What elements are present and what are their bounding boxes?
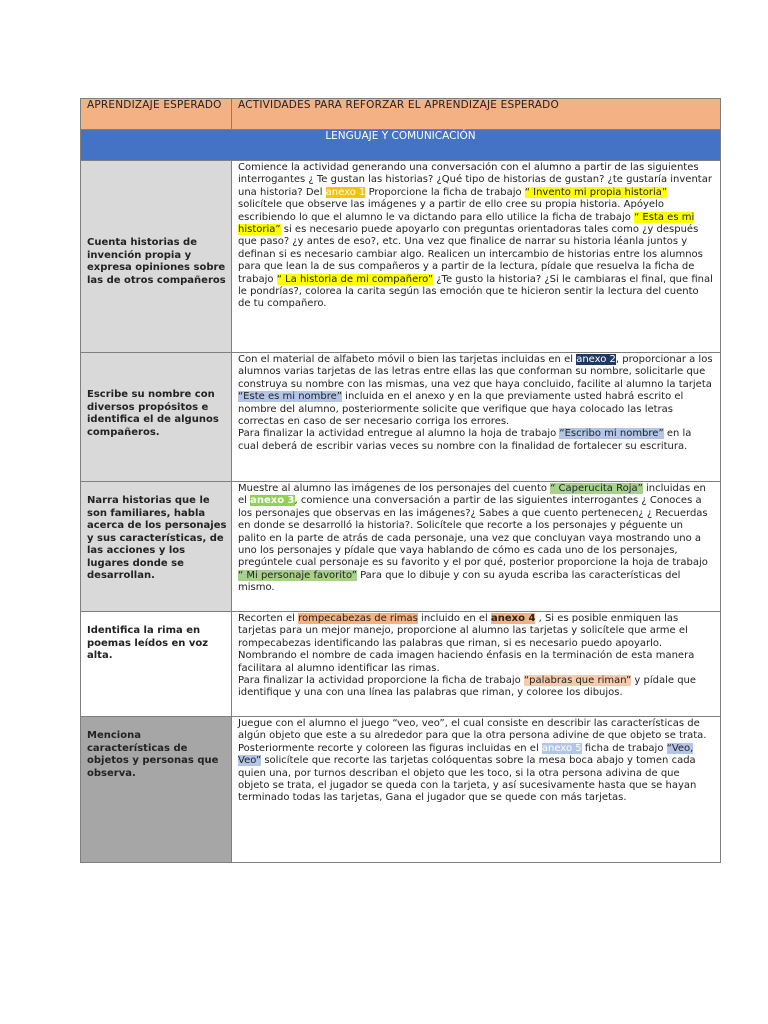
learning-label: Cuenta historias de invención propia y expresa opiniones sobre las de otros compañeros <box>87 237 226 286</box>
worksheet-highlight: “ La historia de mi compañero” <box>276 273 434 285</box>
worksheet-highlight: “Veo, Veo” <box>238 742 694 767</box>
header-activities-cell <box>232 99 721 130</box>
learning-cell <box>81 482 232 612</box>
annex-highlight: anexo 1 <box>325 186 366 198</box>
activity-text <box>232 612 720 700</box>
activity-text-part: y pídale que identifique y una con una línea las palabras que riman, y coloree los dibujos. <box>238 675 697 699</box>
story-highlight: “ Caperucita Roja” <box>550 483 643 494</box>
worksheet-highlight: “Este es mi nombre” <box>238 391 342 403</box>
activity-text-part: ¿Te gusto la historia? ¿Si le cambiaras el final, que final le pondrías?, colorea la carita según las emoción que te hicieron sentir la lectura del cuento de tu compañero. <box>238 273 713 310</box>
activity-text-part: incluido en el <box>417 613 491 624</box>
activity-text-part: Con el material de alfabeto móvil o bien las tarjetas incluidas en el <box>238 354 577 365</box>
table-row <box>81 353 721 482</box>
annex-highlight: anexo 3 <box>250 495 295 507</box>
worksheet-highlight: “palabras que riman” <box>523 675 632 687</box>
activity-text-part: Para que lo dibuje y con su ayuda escriba las características del mismo. <box>238 569 681 594</box>
activity-cell <box>232 353 721 482</box>
activity-text-part: Proporcione la ficha de trabajo <box>365 186 525 198</box>
learning-cell <box>81 717 232 863</box>
activity-cell <box>232 612 721 717</box>
activity-cell <box>232 717 721 863</box>
activity-text-part: Recorten el <box>238 613 299 624</box>
worksheet-highlight: “ Invento mi propia historia” <box>524 186 668 198</box>
header-learning-label: APRENDIZAJE ESPERADO <box>87 99 222 111</box>
section-row <box>81 130 721 161</box>
activity-text-part: ficha de trabajo <box>581 742 667 754</box>
learning-label: Narra historias que le son familiares, habla acerca de los personajes y sus características, de las acciones y los lugares donde se desarrollan. <box>87 495 227 581</box>
activity-text-part: solicítele que recorte las tarjetas colóquentas sobre la mesa boca abajo y tomen cada quien una, por turnos describan el objeto que les toco, si la otra persona adivina de que objeto se trata, el jugador se queda con la tarjeta, y así sucesivamente hasta que se hayan terminado todas las tarjetas, Gana el jugador que se quede con más tarjetas. <box>238 755 697 804</box>
activity-text-part: , proporcionar a los alumnos varias tarjetas de las letras entre ellas las que conforman su nombre, solicitarle que construya su nombre con las mismas, una vez que haya concluido, facilite al alumno la tarjeta <box>238 354 713 390</box>
learning-cell <box>81 353 232 482</box>
activity-text-part: solicítele que observe las imágenes y a partir de ello cree su propia historia. Apóyelo escribiendo lo que el alumno le va dictando para ello utilice la ficha de trabajo <box>238 199 664 223</box>
puzzle-highlight: rompecabezas de rimas <box>298 613 418 624</box>
activity-cell <box>232 482 721 612</box>
table-row <box>81 612 721 717</box>
learning-cell <box>81 161 232 353</box>
activity-text-part: , Si es posible enmiquen las tarjetas para un mejor manejo, proporcione al alumno las tarjetas y solicítele que arme el rompecabezas identificando las palabras que riman, si es necesario puedo apoyarlo. Nombrando el nombre de cada imagen haciendo énfasis en la terminación de esta manera facilitara al alumno identificar las rimas. <box>238 613 695 674</box>
activity-cell <box>232 161 721 353</box>
activity-text-part: Comience la actividad generando una conversación con el alumno a partir de las siguientes interrogantes ¿ Te gustan las historias? ¿Qué tipo de historias de gustan? ¿te gustaría inventar una historia? Del <box>238 162 712 198</box>
header-learning-cell <box>81 99 232 130</box>
activity-text <box>232 717 720 805</box>
activity-text-part: Posteriormente recorte y coloreen las figuras incluidas en el <box>238 742 542 754</box>
activity-text-part: incluida en el anexo y en la que previamente usted habrá escrito el nombre del alumno, posteriormente solicite que verifique que haya colocado las letras correctas en caso de ser necesario corriga los errores. <box>238 391 684 428</box>
learning-cell <box>81 612 232 717</box>
header-activities-label: ACTIVIDADES PARA REFORZAR EL APRENDIZAJE ESPERADO <box>238 99 559 111</box>
table-row <box>81 717 721 863</box>
activities-table <box>80 98 721 863</box>
annex-highlight: anexo 4 <box>491 613 536 624</box>
activity-text-part: Muestre al alumno las imágenes de los personajes del cuento <box>238 483 551 494</box>
learning-label: Escribe su nombre con diversos propósitos e identifica el de algunos compañeros. <box>87 389 219 438</box>
activity-text <box>232 482 720 595</box>
learning-label: Identifica la rima en poemas leídos en voz alta. <box>87 625 209 661</box>
activity-text-part: , comience una conversación a partir de las siguientes interrogantes ¿ Conoces a los personajes que observas en las imágenes?¿ Sabes a que cuento pertenecen¿ ¿ Recuerdas en donde se desarrolló la historia?. Solicítele que recorte a los personajes y péguente un palito en la parte de atrás de cada personaje, una vez que concluyan vaya mostrando uno a uno los personajes y pídale que vaya hablando de cómo es cada uno de los personajes, pregúntele cual personaje es su favorito y el por qué, posterior proporcione la hoja de trabajo <box>238 495 708 569</box>
activity-text-part: Para finalizar la actividad entregue al alumno la hoja de trabajo <box>238 428 560 440</box>
worksheet-highlight: “Escribo mi nombre” <box>559 428 664 440</box>
activity-text <box>232 353 720 453</box>
learning-label: Menciona características de objetos y personas que observa. <box>87 730 219 779</box>
worksheet-highlight: “ Mi personaje favorito” <box>238 569 357 581</box>
table-header-row <box>81 99 721 130</box>
annex-highlight: anexo 5 <box>541 742 582 754</box>
activity-text-part: Juegue con el alumno el juego “veo, veo”, el cual consiste en describir las características de algún objeto que este a su alrededor para que la otra persona adivine de que objeto se trata. <box>238 718 707 742</box>
annex-highlight: anexo 2 <box>576 354 616 365</box>
activity-text-part: Para finalizar la actividad proporcione la ficha de trabajo <box>238 675 524 687</box>
worksheet-highlight: “ Esta es mi historia” <box>238 211 695 236</box>
activity-text-part: si es necesario puede apoyarlo con preguntas orientadoras tales como ¿y después que paso? ¿y antes de eso?, etc. Una vez que finalice de narrar su historia léanla juntos y definan si es necesario cambiar algo. Realicen un intercambio de historias entre los alumnos para que lean la de sus compañeros y a partir de la lectura, pídale que resuelva la ficha de trabajo <box>238 224 703 285</box>
table-row <box>81 161 721 353</box>
activity-text <box>232 161 720 311</box>
section-title: LENGUAJE Y COMUNICACIÓN <box>81 130 721 161</box>
activity-text-part: en la cual deberá de escribir varias veces su nombre con la finalidad de fortalecer su escritura. <box>238 428 692 452</box>
table-row <box>81 482 721 612</box>
activity-text-part: incluidas en el <box>238 483 706 507</box>
